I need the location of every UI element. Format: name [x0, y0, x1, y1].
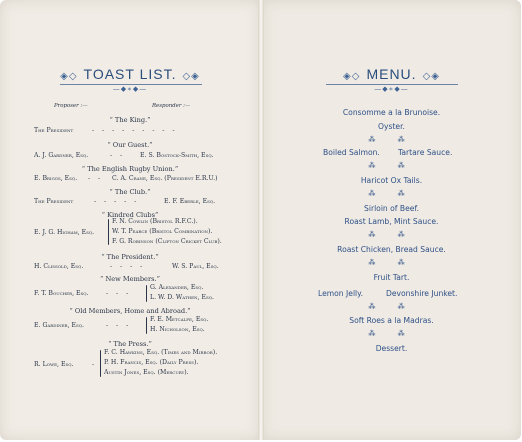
- menu-item: Boiled Salmon.: [323, 148, 380, 157]
- toast-responder: F. E. Metcalfe, Esq.: [150, 316, 209, 323]
- toast-proposer: The President: [34, 127, 74, 134]
- toast-title: “ The Club.”: [109, 188, 151, 196]
- responder-brace: [146, 317, 147, 334]
- star-divider-icon: ⁂ ⁂: [368, 259, 415, 267]
- star-divider-icon: ⁂ ⁂: [368, 136, 415, 144]
- star-divider-icon: ⁂ ⁂: [368, 231, 415, 239]
- star-divider-icon: ⁂ ⁂: [368, 330, 415, 338]
- toast-proposer: F. T. Boucher, Esq.: [34, 290, 89, 297]
- star-divider-icon: ⁂ ⁂: [368, 303, 415, 311]
- toast-responder: F. G. Robinson (Clifton Cricket Club).: [112, 238, 222, 245]
- menu-item: Fruit Tart.: [373, 273, 410, 282]
- toast-proposer: The President: [34, 198, 74, 205]
- menu-item: Dessert.: [375, 344, 408, 353]
- toast-title: “ Our Guest.”: [107, 141, 153, 149]
- toast-responder: F. C. Hawkins, Esq. (Times and Mirror).: [104, 349, 218, 356]
- menu-item: Roast Chicken, Bread Sauce.: [337, 245, 446, 254]
- toast-proposer: E. J. G. Higham, Esq.: [34, 229, 95, 236]
- toast-dots: - - -: [106, 322, 132, 329]
- toast-responder: P. H. Francis, Esq. (Daily Press).: [104, 359, 199, 366]
- proposer-header: Proposer :—: [54, 103, 88, 109]
- menu-ornament: —◆∗◆—: [374, 85, 409, 93]
- toast-proposer: E. Briggs, Esq.: [34, 175, 78, 182]
- menu-heading: ◈◇ MENU. ◇◈: [343, 66, 440, 82]
- responder-brace: [100, 350, 101, 377]
- toast-dots: -: [92, 361, 95, 368]
- flourish-left-icon: ◈◇: [60, 71, 78, 82]
- toast-responder: L. W. D. Wathen, Esq.: [150, 294, 214, 301]
- toast-proposer: H. Clissold, Esq.: [34, 263, 84, 270]
- toast-responder: C. A. Crane, Esq. (President E.R.U.): [112, 175, 218, 182]
- toast-dots: - - - -: [110, 263, 146, 270]
- menu-item: Devonshire Junket.: [386, 289, 458, 298]
- toast-title: “ The King.”: [109, 116, 151, 124]
- toast-responder: E. F. Eberle, Esq.: [164, 198, 216, 205]
- toast-dots: - - - - -: [94, 198, 140, 205]
- responder-brace: [108, 219, 109, 245]
- responder-header: Responder :—: [152, 103, 191, 109]
- toast-ornament: —◆∗◆—: [112, 85, 148, 93]
- toast-responder: G. Alexander, Esq.: [150, 284, 204, 291]
- toast-responder: Austin Jones, Esq. (Mercury).: [104, 369, 189, 376]
- menu-item: Sirloin of Beef.: [364, 204, 419, 213]
- flourish-right-icon: ◇◈: [422, 71, 440, 82]
- star-divider-icon: ⁂ ⁂: [368, 190, 415, 198]
- toast-dots: - - - - - - - - -: [92, 127, 178, 134]
- toast-title: “ Kindred Clubs”: [101, 211, 159, 219]
- toast-proposer: R. Lowe, Esq.: [34, 361, 74, 368]
- menu-item: Soft Roes a la Madras.: [349, 316, 434, 325]
- toast-responder: W. T. Pearce (Bristol Combination).: [112, 228, 213, 235]
- menu-item: Consomme a la Brunoise.: [342, 108, 441, 117]
- toast-title: “ The English Rugby Union.”: [81, 165, 179, 173]
- toast-dots: - -: [88, 175, 104, 182]
- toast-proposer: E. Gardiner, Esq.: [34, 322, 84, 329]
- toast-title: “ New Members.”: [100, 275, 160, 283]
- toast-responder: H. Nicholson, Esq.: [150, 326, 205, 333]
- toast-title: “ The President.”: [101, 253, 159, 261]
- menu-item: Oyster.: [378, 122, 405, 131]
- toast-proposer: A. J. Gardner, Esq.: [34, 152, 89, 159]
- toast-title: “ The Press.”: [108, 340, 152, 348]
- menu-item: Lemon Jelly.: [318, 289, 363, 298]
- toast-responder: W. S. Paul, Esq.: [172, 263, 219, 270]
- responder-brace: [146, 285, 147, 302]
- toast-responder: E. S. Bostock-Smith, Esq.: [140, 152, 214, 159]
- flourish-left-icon: ◈◇: [343, 71, 361, 82]
- star-divider-icon: ⁂ ⁂: [368, 162, 415, 170]
- toast-title: “ Old Members, Home and Abroad.”: [69, 307, 191, 315]
- flourish-right-icon: ◇◈: [182, 71, 200, 82]
- toast-dots: - - -: [106, 290, 132, 297]
- menu-item: Tartare Sauce.: [398, 148, 453, 157]
- menu-item: Roast Lamb, Mint Sauce.: [344, 217, 439, 226]
- menu-item: Haricot Ox Tails.: [360, 176, 423, 185]
- toast-responder: F. N. Cowlin (Bristol R.F.C.).: [112, 218, 198, 225]
- toast-list-heading: ◈◇ TOAST LIST. ◇◈: [60, 66, 200, 82]
- toast-dots: - -: [110, 152, 126, 159]
